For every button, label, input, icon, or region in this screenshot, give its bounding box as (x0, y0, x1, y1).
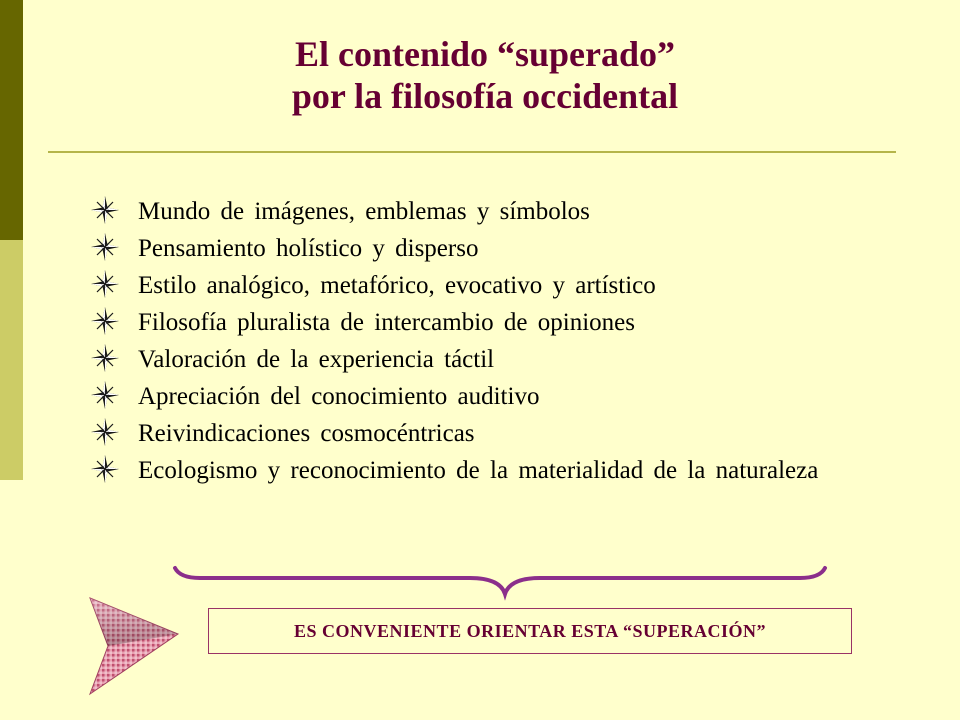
side-band-mid (0, 240, 23, 480)
bullet-item (90, 304, 890, 341)
bullet-text: Estilo analógico, metafórico, evocativo y artístico (138, 272, 656, 299)
bullet-text: Pensamiento holístico y disperso (138, 235, 479, 262)
compass-star-icon (90, 343, 120, 373)
side-band-light (0, 480, 23, 720)
bullet-text: Filosofía pluralista de intercambio de opiniones (138, 309, 635, 336)
brace-icon (170, 562, 830, 602)
bullet-list (90, 193, 890, 489)
bullet-item (90, 378, 890, 415)
bullet-item (90, 230, 890, 267)
conclusion-text: ES CONVENIENTE ORIENTAR ESTA “SUPERACIÓN” (294, 620, 766, 641)
compass-star-icon (90, 232, 120, 262)
compass-star-icon (90, 380, 120, 410)
bullet-text: Apreciación del conocimiento auditivo (138, 383, 540, 410)
bullet-item (90, 452, 890, 489)
compass-star-icon (90, 195, 120, 225)
bullet-text: Ecologismo y reconocimiento de la materialidad de la naturaleza (138, 457, 819, 484)
bullet-item (90, 415, 890, 452)
slide-title (0, 33, 960, 117)
title-line-2: por la filosofía occidental (291, 76, 679, 116)
compass-star-icon (90, 269, 120, 299)
bullet-item (90, 341, 890, 378)
bullet-text: Valoración de la experiencia táctil (138, 346, 495, 373)
compass-star-icon (90, 306, 120, 336)
compass-star-icon (90, 454, 120, 484)
arrow-icon (82, 594, 182, 698)
title-divider (48, 151, 896, 153)
bullet-item (90, 267, 890, 304)
bullet-text: Reivindicaciones cosmocéntricas (138, 420, 475, 447)
compass-star-icon (90, 417, 120, 447)
title-line-1: El contenido “superado” (294, 34, 676, 74)
bullet-text: Mundo de imágenes, emblemas y símbolos (138, 198, 590, 225)
conclusion-box (208, 608, 852, 654)
bullet-item (90, 193, 890, 230)
